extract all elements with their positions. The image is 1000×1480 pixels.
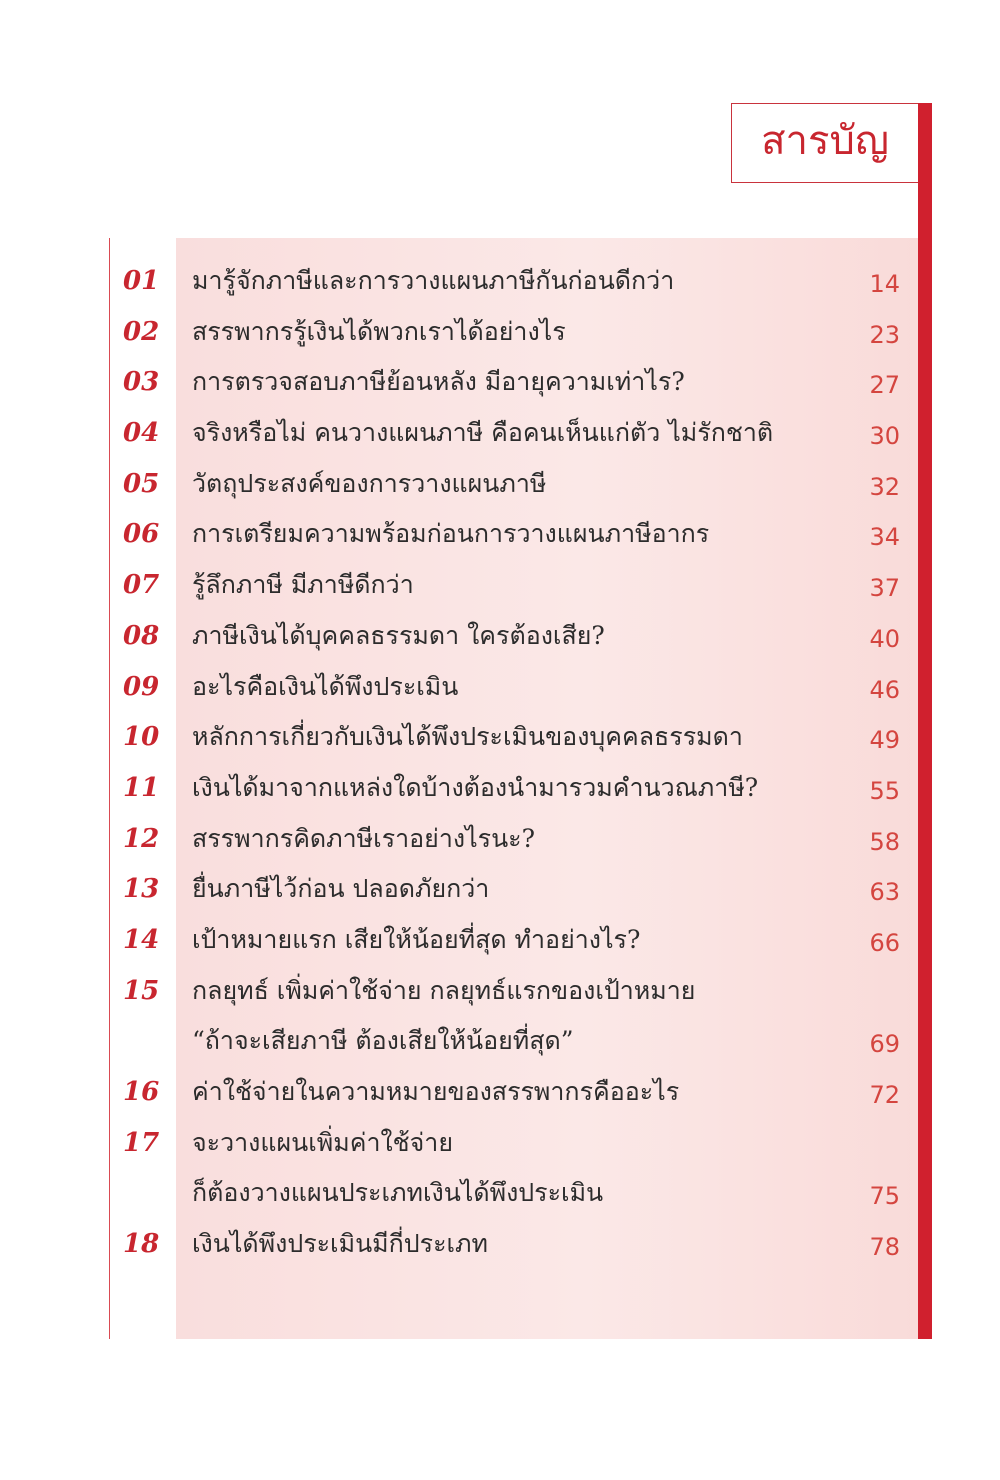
page-number-link[interactable]: 40: [869, 624, 900, 653]
chapter-title-link[interactable]: สรรพากรคิดภาษีเราอย่างไรนะ?: [192, 823, 535, 853]
chapter-number: 02: [123, 316, 160, 347]
chapter-number: 04: [123, 418, 160, 449]
chapter-number: 11: [123, 772, 160, 803]
page-number-link[interactable]: 55: [869, 776, 900, 805]
chapter-title-link[interactable]: ค่าใช้จ่ายในความหมายของสรรพากรคืออะไร: [192, 1077, 680, 1106]
toc-entry[interactable]: [0, 1124, 1000, 1175]
page-number-link[interactable]: 63: [869, 878, 900, 907]
chapter-number: 03: [123, 367, 160, 398]
chapter-title-link[interactable]: สรรพากรรู้เงินได้พวกเราได้อย่างไร: [192, 316, 566, 346]
toc-entry[interactable]: [0, 769, 1000, 820]
chapter-title-link[interactable]: วัตถุประสงค์ของการวางแผนภาษี: [192, 468, 547, 498]
toc-entry[interactable]: [0, 262, 1000, 313]
chapter-number: 08: [123, 620, 160, 651]
chapter-number: 06: [123, 519, 160, 550]
toc-entry[interactable]: [0, 1022, 1000, 1073]
toc-entry[interactable]: [0, 870, 1000, 921]
chapter-title-link[interactable]: จะวางแผนเพิ่มค่าใช้จ่าย: [192, 1127, 453, 1157]
chapter-number: 12: [123, 823, 160, 854]
chapter-title-link[interactable]: กลยุทธ์ เพิ่มค่าใช้จ่าย กลยุทธ์แรกของเป้าหมาย: [192, 975, 696, 1005]
toc-entry[interactable]: [0, 820, 1000, 871]
chapter-title-link[interactable]: เป้าหมายแรก เสียให้น้อยที่สุด ทำอย่างไร?: [192, 924, 641, 954]
chapter-title-link[interactable]: “ถ้าจะเสียภาษี ต้องเสียให้น้อยที่สุด”: [192, 1026, 574, 1056]
chapter-title-link[interactable]: การตรวจสอบภาษีย้อนหลัง มีอายุความเท่าไร?: [192, 367, 685, 397]
page-number-link[interactable]: 30: [869, 422, 900, 451]
page-number-link[interactable]: 23: [869, 320, 900, 349]
title-box: [731, 103, 918, 183]
toc-entry[interactable]: [0, 921, 1000, 972]
chapter-number: 15: [123, 975, 160, 1006]
toc-entry[interactable]: [0, 363, 1000, 414]
chapter-title-link[interactable]: รู้ลึกภาษี มีภาษีดีกว่า: [192, 570, 414, 600]
toc-entry[interactable]: [0, 1073, 1000, 1124]
toc-entry[interactable]: [0, 1225, 1000, 1276]
toc-entry[interactable]: [0, 465, 1000, 516]
chapter-title-link[interactable]: หลักการเกี่ยวกับเงินได้พึงประเมินของบุคคลธรรมดา: [192, 722, 743, 752]
page-number-link[interactable]: 14: [869, 270, 900, 298]
chapter-number: 01: [123, 266, 160, 296]
chapter-title-link[interactable]: การเตรียมความพร้อมก่อนการวางแผนภาษีอากร: [192, 519, 710, 549]
toc-entry[interactable]: [0, 566, 1000, 617]
chapter-title-link[interactable]: มารู้จักภาษีและการวางแผนภาษีกันก่อนดีกว่า: [192, 266, 675, 295]
chapter-number: 05: [123, 468, 160, 499]
toc-entry[interactable]: [0, 617, 1000, 668]
page-number-link[interactable]: 37: [869, 574, 900, 603]
page-number-link[interactable]: 66: [869, 928, 900, 957]
toc-entry[interactable]: [0, 668, 1000, 719]
chapter-number: 07: [123, 570, 160, 601]
chapter-number: 17: [123, 1127, 160, 1158]
chapter-title-link[interactable]: ภาษีเงินได้บุคคลธรรมดา ใครต้องเสีย?: [192, 620, 605, 650]
chapter-number: 18: [123, 1229, 160, 1260]
toc-entry[interactable]: [0, 313, 1000, 364]
toc-entry[interactable]: [0, 414, 1000, 465]
chapter-title-link[interactable]: เงินได้มาจากแหล่งใดบ้างต้องนำมารวมคำนวณภาษี?: [192, 772, 759, 802]
toc-entry[interactable]: [0, 718, 1000, 769]
page-number-link[interactable]: 32: [869, 472, 900, 501]
toc-entry[interactable]: [0, 515, 1000, 566]
page-number-link[interactable]: 72: [869, 1081, 900, 1109]
chapter-title-link[interactable]: ก็ต้องวางแผนประเภทเงินได้พึงประเมิน: [192, 1178, 604, 1208]
chapter-title-link[interactable]: เงินได้พึงประเมินมีกี่ประเภท: [192, 1229, 489, 1259]
chapter-title-link[interactable]: อะไรคือเงินได้พึงประเมิน: [192, 671, 459, 701]
toc-entry[interactable]: [0, 1174, 1000, 1225]
page-number-link[interactable]: 49: [869, 726, 900, 755]
toc-list: [0, 262, 1000, 1276]
chapter-number: 14: [123, 924, 160, 955]
chapter-title-link[interactable]: จริงหรือไม่ คนวางแผนภาษี คือคนเห็นแก่ตัว ไม่รักชาติ: [192, 418, 774, 448]
toc-entry[interactable]: [0, 972, 1000, 1023]
chapter-number: 16: [123, 1077, 160, 1107]
page-number-link[interactable]: 75: [869, 1182, 900, 1211]
page-number-link[interactable]: 27: [869, 371, 900, 400]
page-number-link[interactable]: 34: [869, 523, 900, 552]
page-number-link[interactable]: 78: [869, 1233, 900, 1262]
page-number-link[interactable]: 58: [869, 827, 900, 856]
chapter-number: 13: [123, 874, 160, 905]
chapter-title-link[interactable]: ยื่นภาษีไว้ก่อน ปลอดภัยกว่า: [192, 874, 490, 904]
page-number-link[interactable]: 46: [869, 675, 900, 704]
page-number-link[interactable]: 69: [869, 1030, 900, 1059]
chapter-number: 09: [123, 671, 160, 702]
page-title: สารบัญ: [761, 118, 889, 164]
chapter-number: 10: [123, 722, 160, 753]
